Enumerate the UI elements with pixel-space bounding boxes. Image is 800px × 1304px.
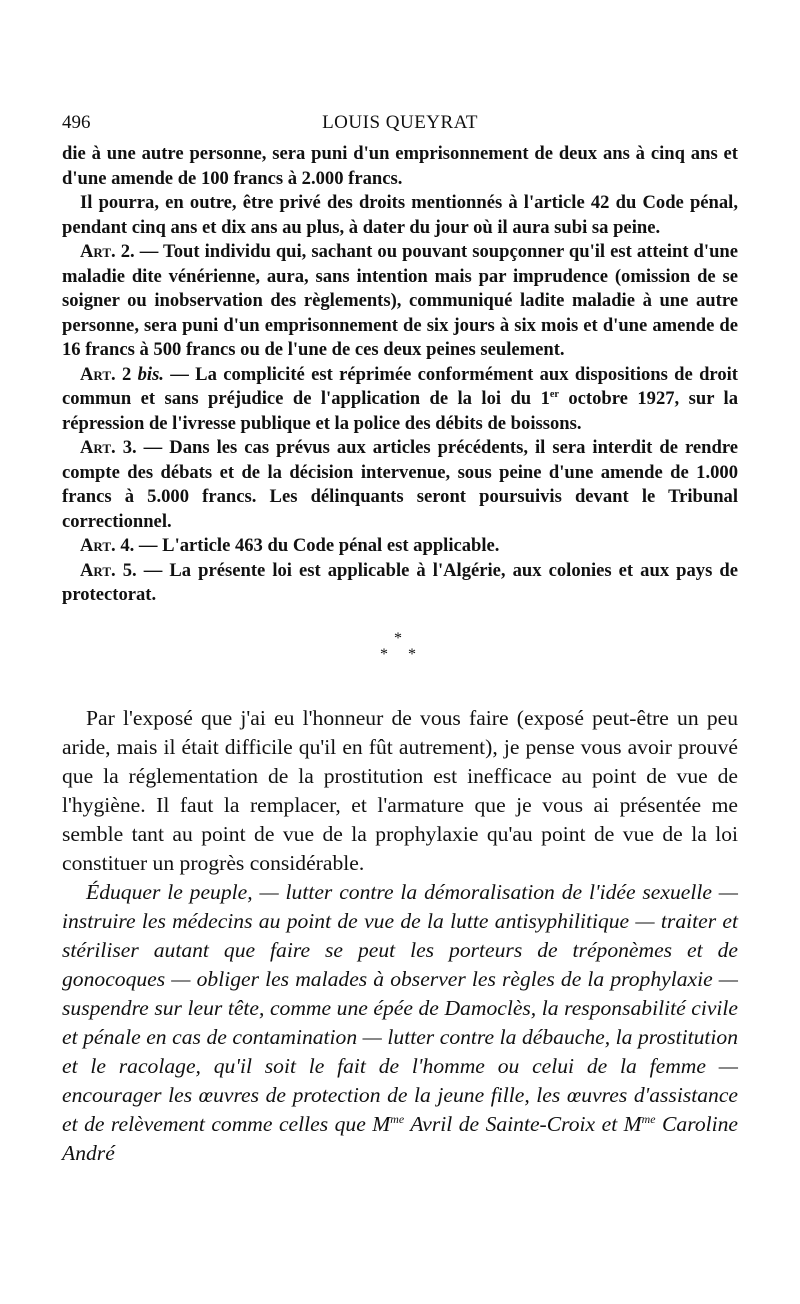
asterism-star-top: *: [394, 629, 402, 647]
article-2-bis: [62, 363, 738, 437]
article-2-text: — Tout individu qui, sachant ou pouvant soupçonner qu'il est atteint d'une maladie dite vénérienne, aura, sans intention mais par imprudence (omission de se soigner ou inobservation des règlements), communiqué ladite maladie à une autre personne, sera puni d'un emprisonnement de six jours à six mois et d'une amende de 16 francs à 500 francs ou de l'une de ces deux peines seulement.: [62, 241, 739, 360]
eduquer-text-main: Éduquer le peuple, — lutter contre la démoralisation de l'idée sexuelle — instruire les médecins au point de vue de la lutte antisyphilitique — traiter et stériliser autant que faire se peut les porteurs de tréponèmes et de gonocoques — obliger les malades à observer les règles de la prophylaxie — suspendre sur leur tête, comme une épée de Damoclès, la responsabilité civile et pénale en cas de contamination — lutter contre la débauche, la prostitution et le racolage, qu'il soit le fait de l'homme ou celui de la femme — encourager les œuvres de protection de la jeune fille, les œuvres d'assistance et de relèvement comme celles que M: [62, 879, 738, 1136]
article-5: [62, 559, 738, 608]
article-2-label: Art. 2.: [80, 241, 135, 262]
paragraph-continuation: die à une autre personne, sera puni d'un emprisonnement de deux ans à cinq ans et d'une amende de 100 francs à 2.000 francs.: [62, 143, 738, 189]
paragraph-expose: Par l'exposé que j'ai eu l'honneur de vous faire (exposé peut-être un peu aride, mais il était difficile qu'il en fût autrement), je pense vous avoir prouvé que la réglementation de la prostitution est inefficace au point de vue de l'hygiène. Il faut la remplacer, et l'armature que je vous ai présentée me semble tant au point de vue de la prophylaxie qu'au point de vue de la loi constituer un progrès considérable.: [62, 705, 738, 875]
eduquer-text-middle: Avril de Sainte-Croix et M: [404, 1111, 642, 1136]
article-4: [62, 534, 738, 559]
article-5-text: — La présente loi est applicable à l'Algérie, aux colonies et aux pays de protectorat.: [62, 559, 738, 605]
article-5-label: Art. 5.: [80, 559, 137, 581]
eduquer-text-end: Caroline André: [62, 1111, 738, 1165]
madame-superscript-1: me: [390, 1111, 405, 1126]
madame-superscript-2: me: [641, 1111, 656, 1126]
paragraph-droits: Il pourra, en outre, être privé des droits mentionnés à l'article 42 du Code pénal, pendant cinq ans et dix ans au plus, à dater du jour où il aura subi sa peine.: [62, 192, 738, 238]
book-page: [62, 112, 738, 1168]
article-3-text: — Dans les cas prévus aux articles précédents, il sera interdit de rendre compte des débats et de la décision intervenue, sous peine d'une amende de 1.000 francs à 5.000 francs. Les délinquants seront poursuivis devant le Tribunal correctionnel.: [62, 437, 738, 532]
asterism-star-right: *: [408, 645, 416, 663]
paragraph-eduquer: [62, 878, 738, 1168]
article-3-label: Art. 3.: [80, 437, 137, 458]
article-2-bis-superscript: er: [549, 388, 559, 400]
article-2-bis-text-before: — La complicité est réprimée conformément aux dispositions de droit commun et sans préjudice de l'application de la loi du 1: [62, 363, 738, 409]
article-3: [62, 436, 738, 534]
article-2-bis-label: Art. 2: [80, 363, 132, 385]
asterism-star-left: *: [380, 645, 388, 663]
article-4-label: Art. 4.: [80, 535, 135, 556]
article-2-bis-text-after: octobre 1927, sur la répression de l'ivresse publique et la police des débits de boissons.: [62, 388, 738, 434]
running-title: LOUIS QUEYRAT: [322, 112, 478, 133]
page-number: 496: [62, 112, 91, 133]
article-4-text: — L'article 463 du Code pénal est applicable.: [134, 535, 500, 556]
running-head: [62, 112, 738, 142]
article-2: [62, 240, 738, 363]
section-break-asterism: [62, 618, 738, 678]
article-2-bis-italic: bis.: [137, 363, 164, 385]
